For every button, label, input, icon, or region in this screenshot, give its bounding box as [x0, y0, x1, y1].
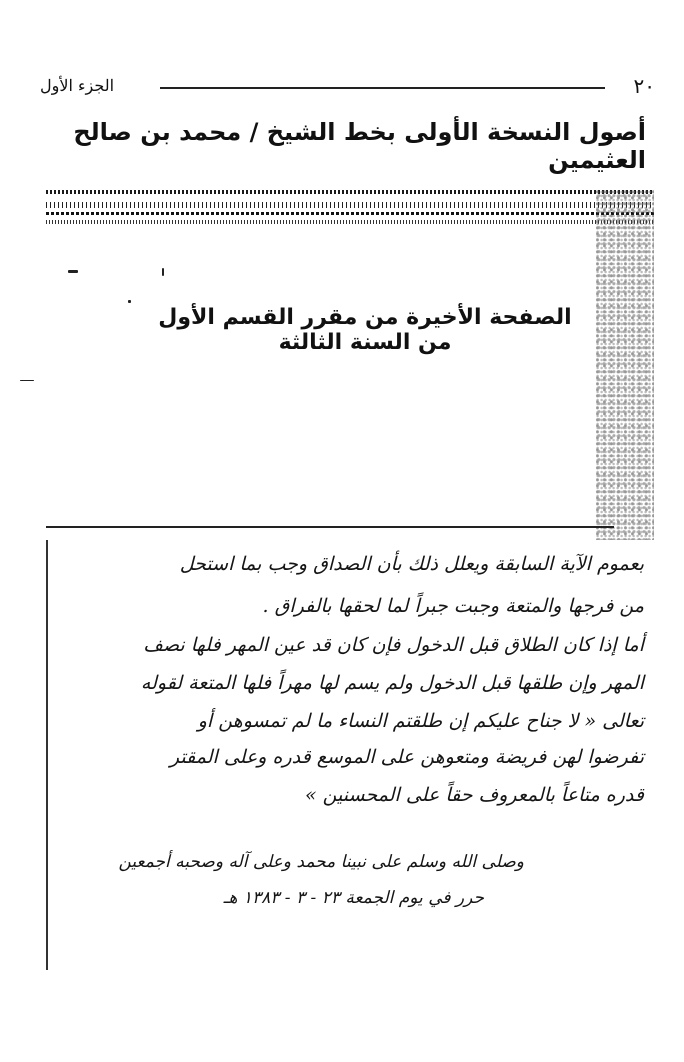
- scan-speck: [128, 300, 131, 303]
- page-header: [40, 70, 655, 100]
- manuscript-line: تعالى « لا جناح عليكم إن طلقتم النساء ما لم تمسوهن أو: [197, 710, 644, 732]
- manuscript-line: أما إذا كان الطلاق قبل الدخول فإن كان قد عين المهر فلها نصف: [143, 634, 644, 656]
- book-title: أصول النسخة الأولى بخط الشيخ / محمد بن صالح العثيمين: [73, 118, 646, 174]
- scan-speck: [68, 270, 78, 273]
- scan-noise: [596, 190, 654, 540]
- manuscript-line: تفرضوا لهن فريضة ومتعوهن على الموسع قدره وعلى المقتر: [169, 746, 644, 768]
- manuscript-line: المهر وإن طلقها قبل الدخول ولم يسم لها مهراً فلها المتعة لقوله: [140, 672, 644, 694]
- manuscript-line: من فرجها والمتعة وجبت جبراً لما لحقها بالفراق .: [262, 595, 644, 617]
- scan-speck: [20, 380, 34, 381]
- manuscript-line: قدره متاعاً بالمعروف حقاً على المحسنين »: [304, 784, 644, 806]
- date-line: حرر في يوم الجمعة ٢٣ - ٣ - ١٣٨٣ هـ: [223, 888, 484, 908]
- scan-speck: [162, 268, 164, 276]
- section-heading: الصفحة الأخيرة من مقرر القسم الأول من السنة الثالثة: [158, 305, 572, 355]
- scan-left-rule: [46, 540, 48, 970]
- scan-divider: [46, 526, 614, 528]
- page-number: ٢٠: [633, 74, 655, 98]
- scan-top-band: [46, 190, 654, 228]
- part-label: الجزء الأول: [40, 76, 115, 95]
- manuscript-line: بعموم الآية السابقة ويعلل ذلك بأن الصداق وجب بما استحل: [179, 553, 644, 575]
- closing-line: وصلى الله وسلم على نبينا محمد وعلى آله وصحبه أجمعين: [118, 852, 524, 872]
- header-rule: [160, 87, 605, 89]
